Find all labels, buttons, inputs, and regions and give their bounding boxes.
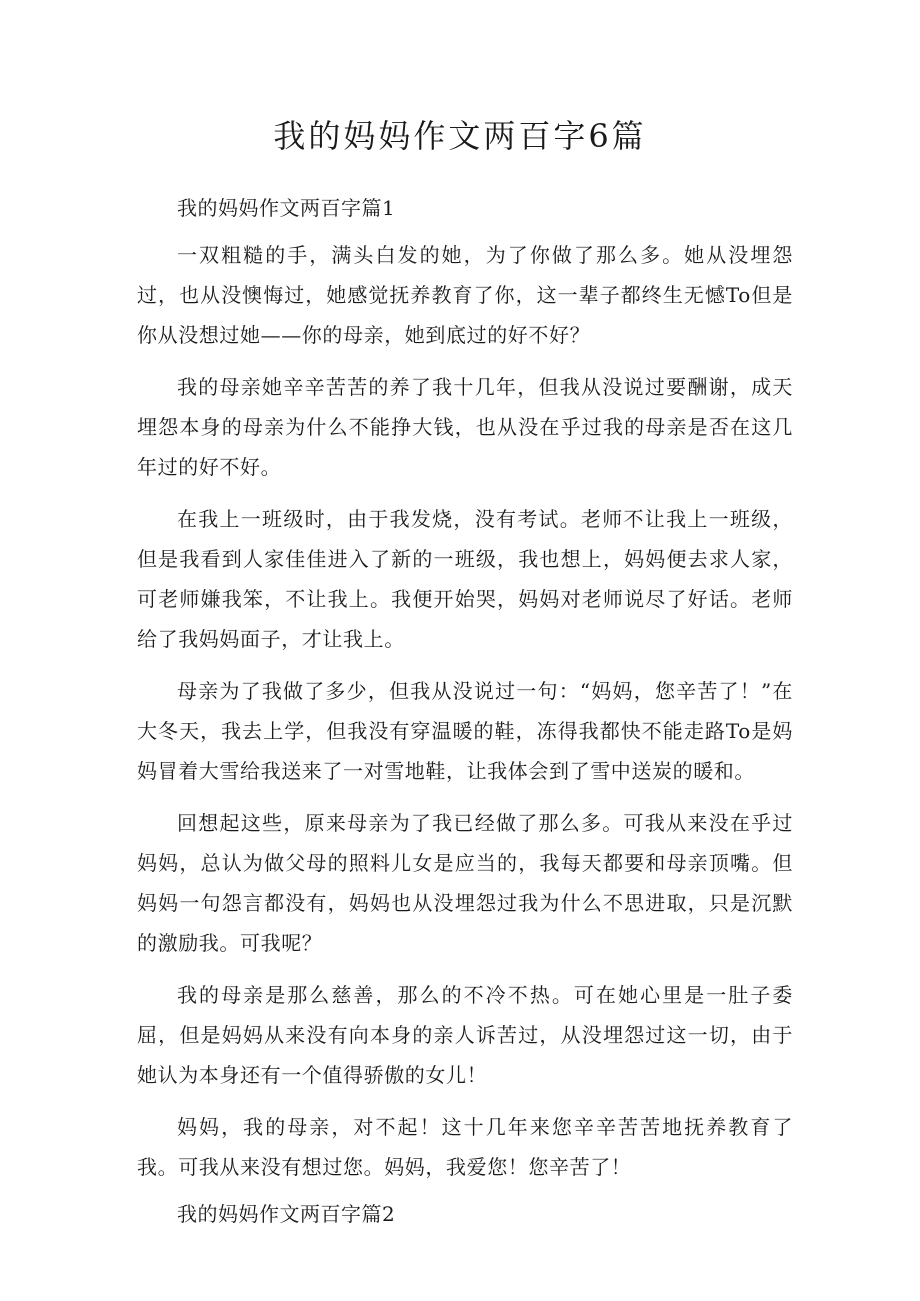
document-title: 我的妈妈作文两百字6篇 (273, 117, 647, 155)
paragraph-6: 我的母亲是那么慈善，那么的不冷不热。可在她心里是一肚子委屈，但是妈妈从来没有向本身的亲人诉苦过，从没埋怨过这一切，由于她认为本身还有一个值得骄傲的女儿！ (137, 983, 793, 1087)
paragraph-1: 一双粗糙的手，满头白发的她，为了你做了那么多。她从没埋怨过，也从没懊悔过，她感觉抚养教育了你，这一辈子都终生无憾To但是你从没想过她——你的母亲，她到底过的好不好？ (137, 243, 793, 347)
section-heading-1: 我的妈妈作文两百字篇1 (177, 196, 396, 220)
paragraph-5: 回想起这些，原来母亲为了我已经做了那么多。可我从来没在乎过妈妈，总认为做父母的照料儿女是应当的，我每天都要和母亲顶嘴。但妈妈一句怨言都没有，妈妈也从没埋怨过我为什么不思进取，只是沉默的激励我。可我呢？ (137, 811, 793, 955)
paragraph-4: 母亲为了我做了多少，但我从没说过一句：“妈妈，您辛苦了！”在大冬天，我去上学，但我没有穿温暖的鞋，冻得我都快不能走路To是妈妈冒着大雪给我送来了一对雪地鞋，让我体会到了雪中送炭的暖和。 (137, 679, 793, 783)
document-body (137, 193, 793, 1241)
paragraph-2: 我的母亲她辛辛苦苦的养了我十几年，但我从没说过要酬谢，成天埋怨本身的母亲为什么不能挣大钱，也从没在乎过我的母亲是否在这几年过的好不好。 (137, 375, 793, 479)
section-heading-2: 我的妈妈作文两百字篇2 (177, 1202, 396, 1226)
paragraph-3: 在我上一班级时，由于我发烧，没有考试。老师不让我上一班级，但是我看到人家佳佳进入了新的一班级，我也想上，妈妈便去求人家，可老师嫌我笨，不让我上。我便开始哭，妈妈对老师说尽了好话。老师给了我妈妈面子，才让我上。 (137, 507, 793, 651)
paragraph-7: 妈妈，我的母亲，对不起！这十几年来您辛辛苦苦地抚养教育了我。可我从来没有想过您。妈妈，我爱您！您辛苦了！ (137, 1115, 793, 1179)
